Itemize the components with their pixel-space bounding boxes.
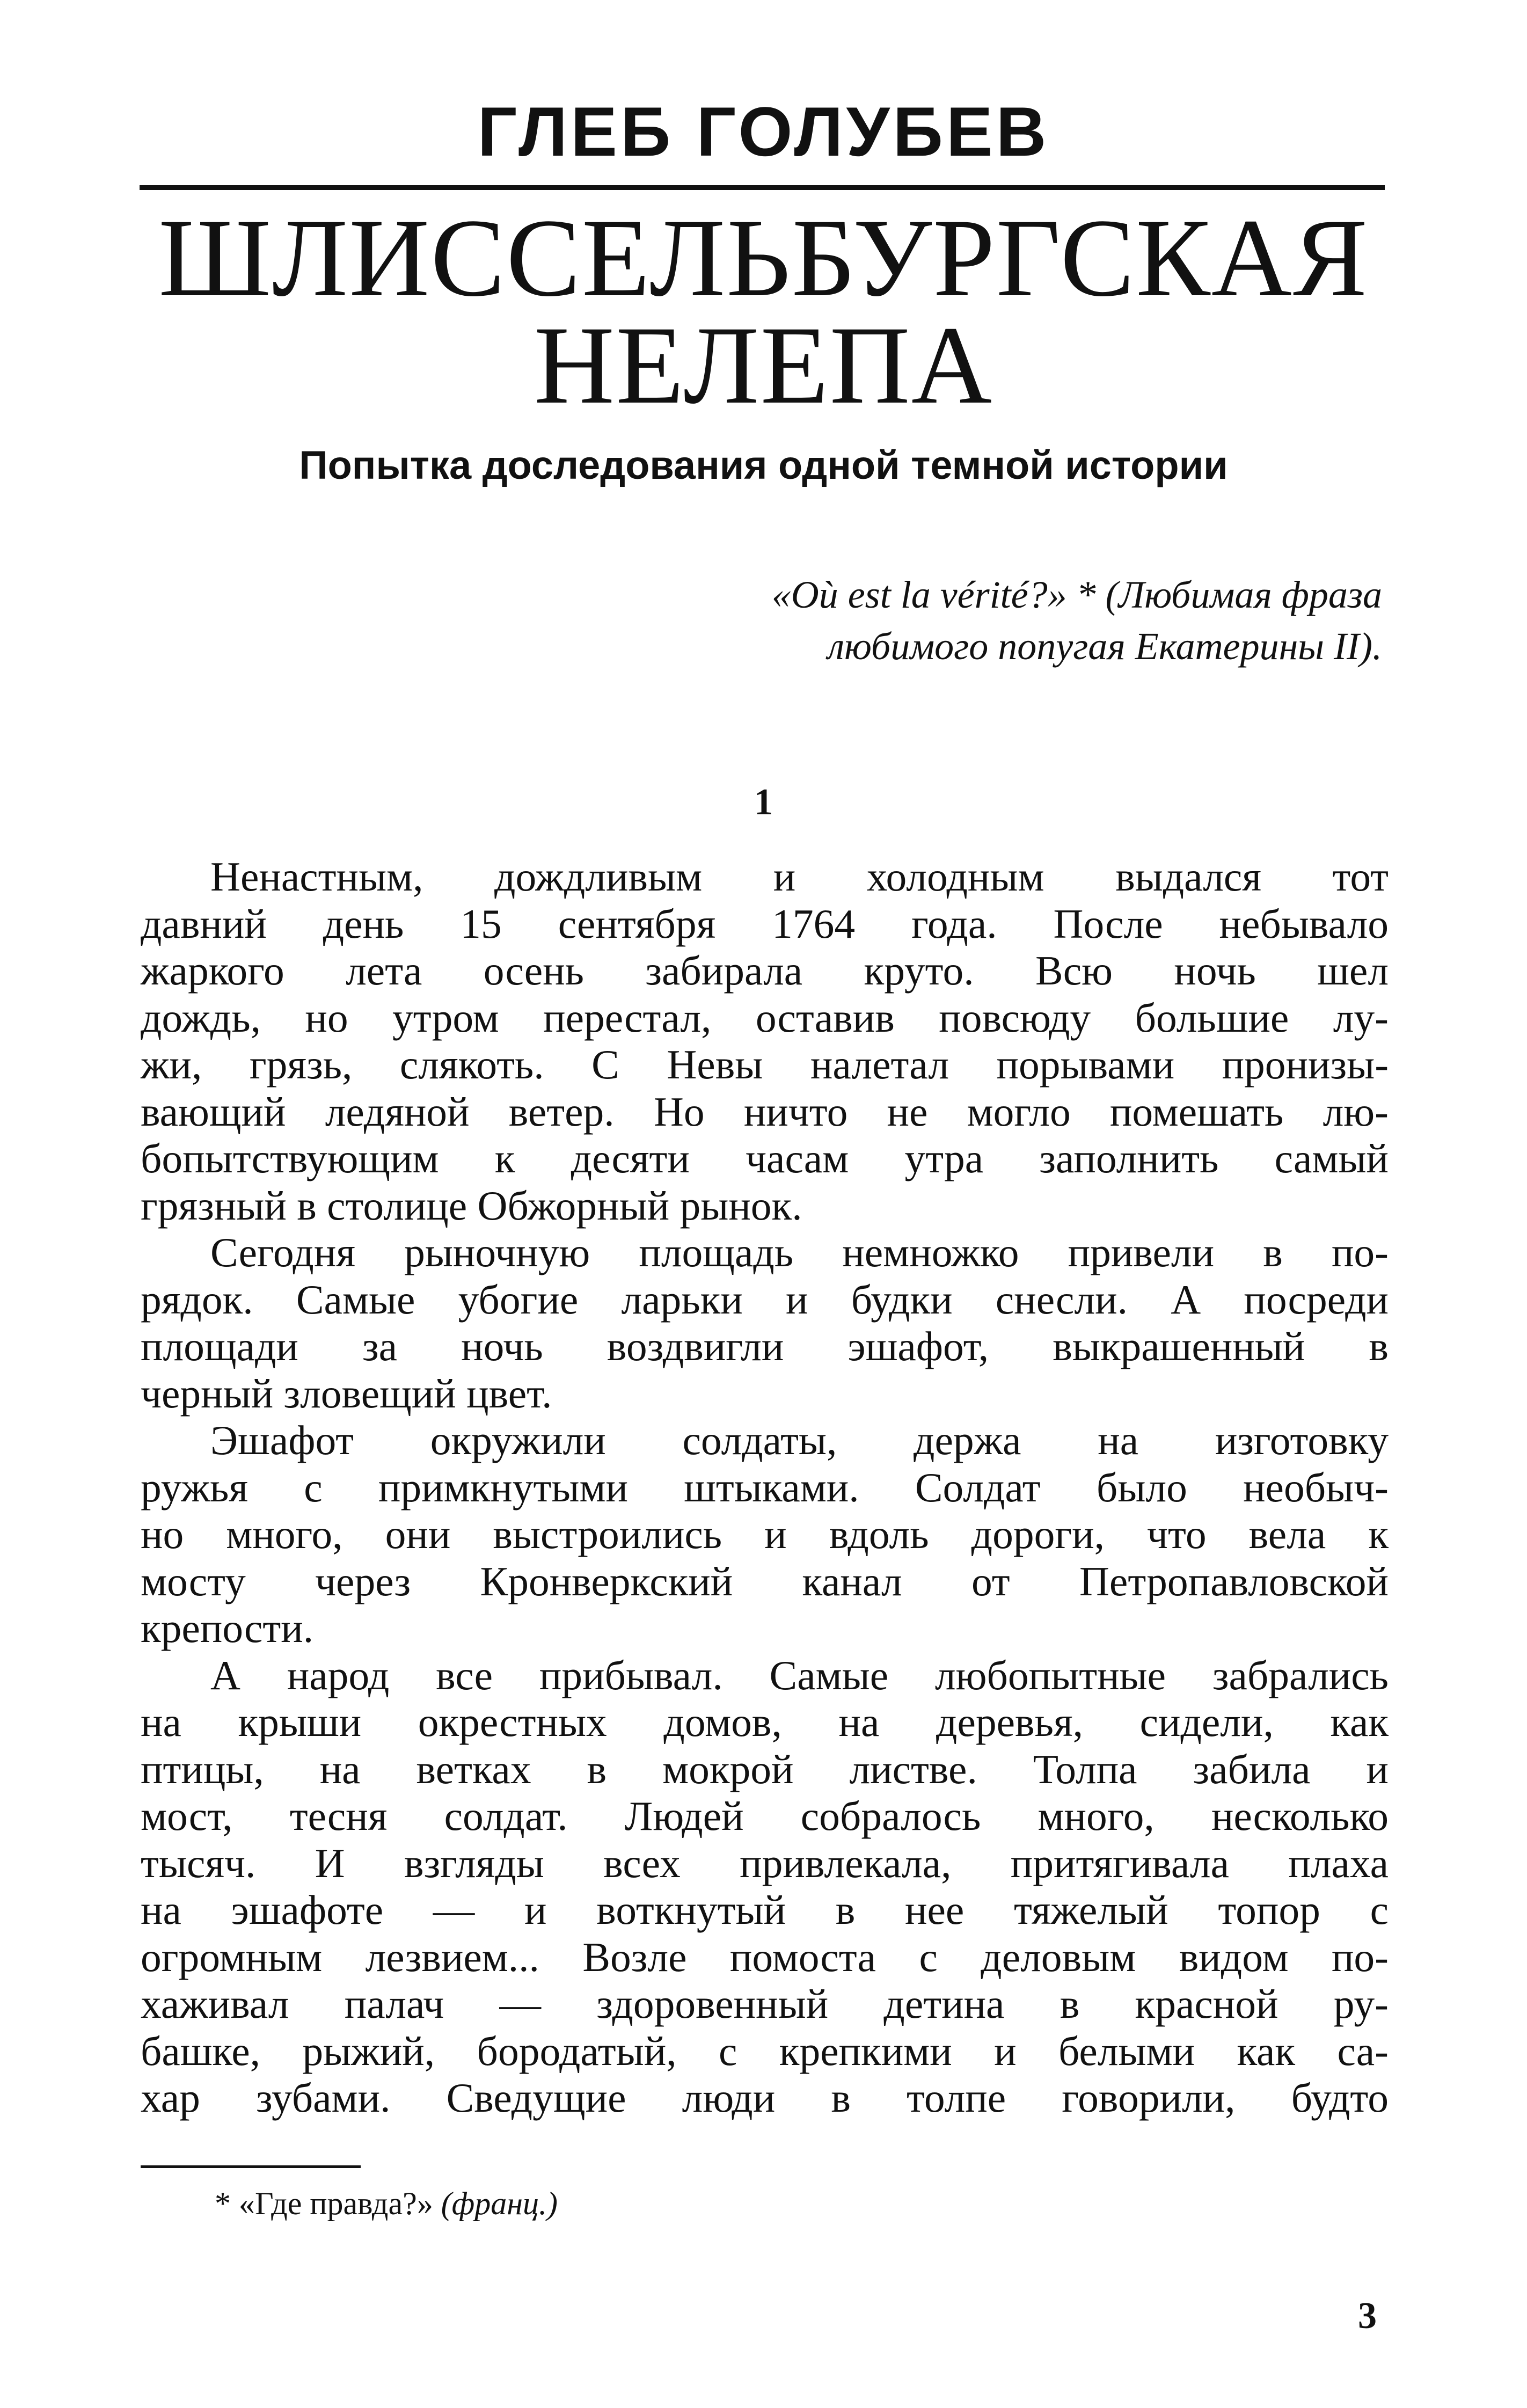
text-line: мосту через Кронверкский канал от Петропавловской xyxy=(141,1558,1389,1604)
text-line: Ненастным, дождливым и холодным выдался тот xyxy=(210,853,1389,900)
footnote-text: * «Где правда?» xyxy=(215,2186,433,2221)
text-line: крепости. xyxy=(141,1605,314,1651)
title-line-2: НЕЛЕПА xyxy=(534,303,993,427)
text-line: тысяч. И взгляды всех привлекала, притягивала плаха xyxy=(141,1840,1389,1886)
text-line: Эшафот окружили солдаты, держа на изготовку xyxy=(210,1417,1389,1463)
text-line: на эшафоте — и воткнутый в нее тяжелый топор с xyxy=(141,1887,1389,1933)
text-line: бопытствующим к десяти часам утра заполнить самый xyxy=(141,1135,1389,1181)
text-line: жи, грязь, слякоть. С Невы налетал порывами пронизы- xyxy=(141,1041,1389,1088)
epigraph-line-2: любимого попугая Екатерины II). xyxy=(827,625,1382,668)
text-line: дождь, но утром перестал, оставив повсюду большие лу- xyxy=(141,994,1389,1041)
text-line: но много, они выстроились и вдоль дороги, что вела к xyxy=(141,1511,1389,1557)
paragraph-2 xyxy=(141,1229,1389,1417)
footnote xyxy=(215,2187,558,2220)
text-line: птицы, на ветках в мокрой листве. Толпа забила и xyxy=(141,1746,1389,1792)
epigraph xyxy=(470,569,1382,672)
paragraph-4 xyxy=(141,1652,1389,2122)
paragraph-3 xyxy=(141,1417,1389,1652)
text-line: Сегодня рыночную площадь немножко привели в по- xyxy=(210,1229,1389,1275)
text-line: жаркого лета осень забирала круто. Всю ночь шел xyxy=(141,947,1389,994)
text-line: хар зубами. Сведущие люди в толпе говорили, будто xyxy=(141,2075,1389,2121)
text-line: давний день 15 сентября 1764 года. После небывало xyxy=(141,900,1389,947)
author-name: ГЛЕБ ГОЛУБЕВ xyxy=(477,92,1050,171)
text-line: мост, тесня солдат. Людей собралось много, несколько xyxy=(141,1793,1389,1839)
epigraph-line-1: «Où est la vérité?» * (Любимая фраза xyxy=(771,573,1382,616)
page-number: 3 xyxy=(1358,2295,1377,2337)
text-line: А народ все прибывал. Самые любопытные забрались xyxy=(210,1652,1389,1698)
subtitle: Попытка доследования одной темной истории xyxy=(299,443,1228,487)
footnote-rule xyxy=(141,2165,361,2168)
text-line: башке, рыжий, бородатый, с крепкими и белыми как са- xyxy=(141,2027,1389,2074)
text-line: площади за ночь воздвигли эшафот, выкрашенный в xyxy=(141,1323,1389,1369)
text-line: хаживал палач — здоровенный детина в красной ру- xyxy=(141,1981,1389,2027)
paragraph-1 xyxy=(141,853,1389,1229)
text-line: ружья с примкнутыми штыками. Солдат было необыч- xyxy=(141,1464,1389,1511)
footnote-note: (франц.) xyxy=(441,2186,558,2221)
text-line: огромным лезвием... Возле помоста с деловым видом по- xyxy=(141,1933,1389,1980)
text-line: черный зловещий цвет. xyxy=(141,1370,552,1417)
section-number: 1 xyxy=(754,782,773,823)
text-line: на крыши окрестных домов, на деревья, сидели, как xyxy=(141,1699,1389,1745)
title-rule xyxy=(140,185,1385,190)
chapter-title xyxy=(0,196,1527,427)
text-line: рядок. Самые убогие ларьки и будки снесли. А посреди xyxy=(141,1276,1389,1323)
title-line-1: ШЛИССЕЛЬБУРГСКАЯ xyxy=(158,196,1369,319)
text-line: вающий ледяной ветер. Но ничто не могло помешать лю- xyxy=(141,1088,1389,1135)
body-text xyxy=(141,853,1389,2122)
text-line: грязный в столице Обжорный рынок. xyxy=(141,1182,802,1229)
